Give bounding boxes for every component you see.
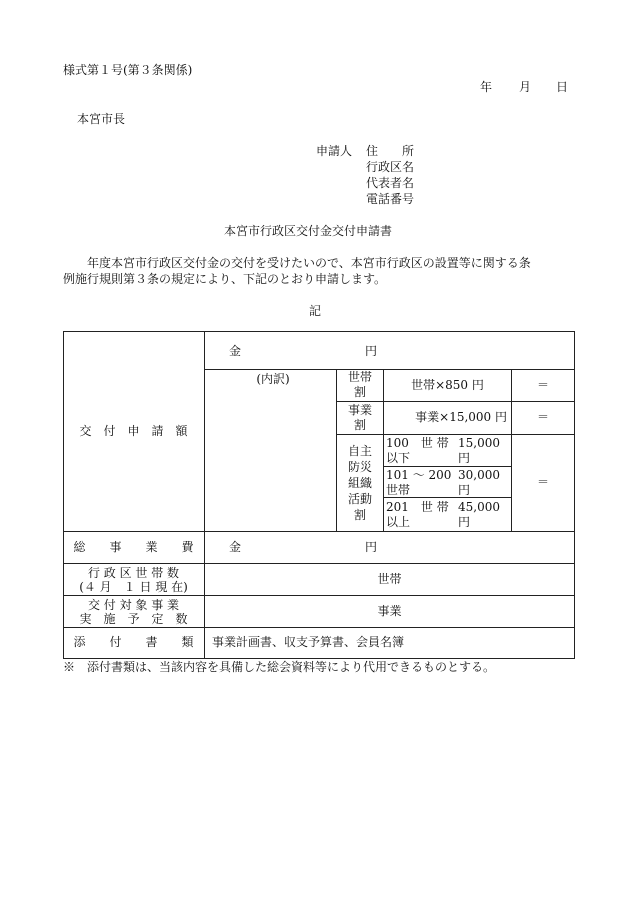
applicant-phone: 電話番号 <box>366 192 415 206</box>
project-calc: 事業×15,000 円 <box>415 410 507 424</box>
breakdown-label: (内訳) <box>256 371 290 386</box>
tier-2-amount-b: 円 <box>458 483 471 497</box>
body-line-2: 例施行規則第３条の規定により、下記のとおり申請します。 <box>63 272 387 286</box>
tier-1-range-b: 以下 <box>386 451 411 465</box>
households-value: 世帯 <box>377 571 402 586</box>
total-cost-yen: 円 <box>364 539 377 554</box>
tier-3-amount-a: 45,000 <box>458 500 500 514</box>
household-equals: ＝ <box>536 377 549 392</box>
amount-kin: 金 <box>228 343 241 358</box>
document-title: 本宮市行政区交付金交付申請書 <box>224 224 393 238</box>
applicant-address: 住 所 <box>366 144 415 158</box>
tier-3-range-b: 以上 <box>386 515 411 529</box>
date-month: 月 <box>519 80 532 94</box>
attachments-label: 添 付 書 類 <box>73 635 194 649</box>
total-cost-label: 総 事 業 費 <box>73 539 194 554</box>
tier-2-range-b: 世帯 <box>386 483 411 497</box>
project-rate-label: 事業割 <box>347 402 372 432</box>
tier-3-range-a: 201 世 帯 <box>386 500 449 514</box>
ki-label: 記 <box>309 304 322 318</box>
date-year: 年 <box>480 80 493 94</box>
tier-2-range-a: 101 ～ 200 <box>386 468 452 482</box>
projects-label-b: 実 施 予 定 数 <box>79 611 188 626</box>
disaster-org-equals: ＝ <box>536 475 549 489</box>
household-rate-label: 世帯割 <box>347 370 372 399</box>
project-equals: ＝ <box>536 410 549 424</box>
households-label-a: 行 政 区 世 帯 数 <box>87 565 180 580</box>
applicant-district: 行政区名 <box>366 160 415 174</box>
applicant-representative: 代表者名 <box>366 176 415 190</box>
disaster-org-rate-label: 自主防災組織活動割 <box>347 443 372 522</box>
tier-1-amount-b: 円 <box>458 451 471 465</box>
tier-3-amount-b: 円 <box>458 515 471 529</box>
amount-yen: 円 <box>364 343 377 358</box>
applicant-label: 申請人 <box>316 144 353 158</box>
tier-2-amount-a: 30,000 <box>458 468 500 482</box>
tier-1-amount-a: 15,000 <box>458 436 500 450</box>
addressee: 本宮市長 <box>77 112 126 126</box>
household-calc: 世帯×850 円 <box>411 377 484 392</box>
form-number: 様式第１号(第３条関係) <box>63 63 193 77</box>
footnote: ※ 添付書類は、当該内容を具備した総会資料等により代用できるものとする。 <box>63 660 496 674</box>
attachments-value: 事業計画書、収支予算書、会員名簿 <box>212 635 405 649</box>
projects-label-a: 交 付 対 象 事 業 <box>87 597 180 612</box>
projects-value: 事業 <box>377 603 402 618</box>
tier-1-range-a: 100 世 帯 <box>386 436 449 450</box>
requested-amount-label: 交 付 申 請 額 <box>79 423 188 438</box>
date-day: 日 <box>556 80 569 94</box>
households-label-b: (４ 月 １ 日 現 在) <box>79 579 188 594</box>
total-cost-kin: 金 <box>228 539 241 554</box>
application-table <box>63 331 575 658</box>
body-line-1: 年度本宮市行政区交付金の交付を受けたいので、本宮市行政区の設置等に関する条 <box>87 256 531 270</box>
